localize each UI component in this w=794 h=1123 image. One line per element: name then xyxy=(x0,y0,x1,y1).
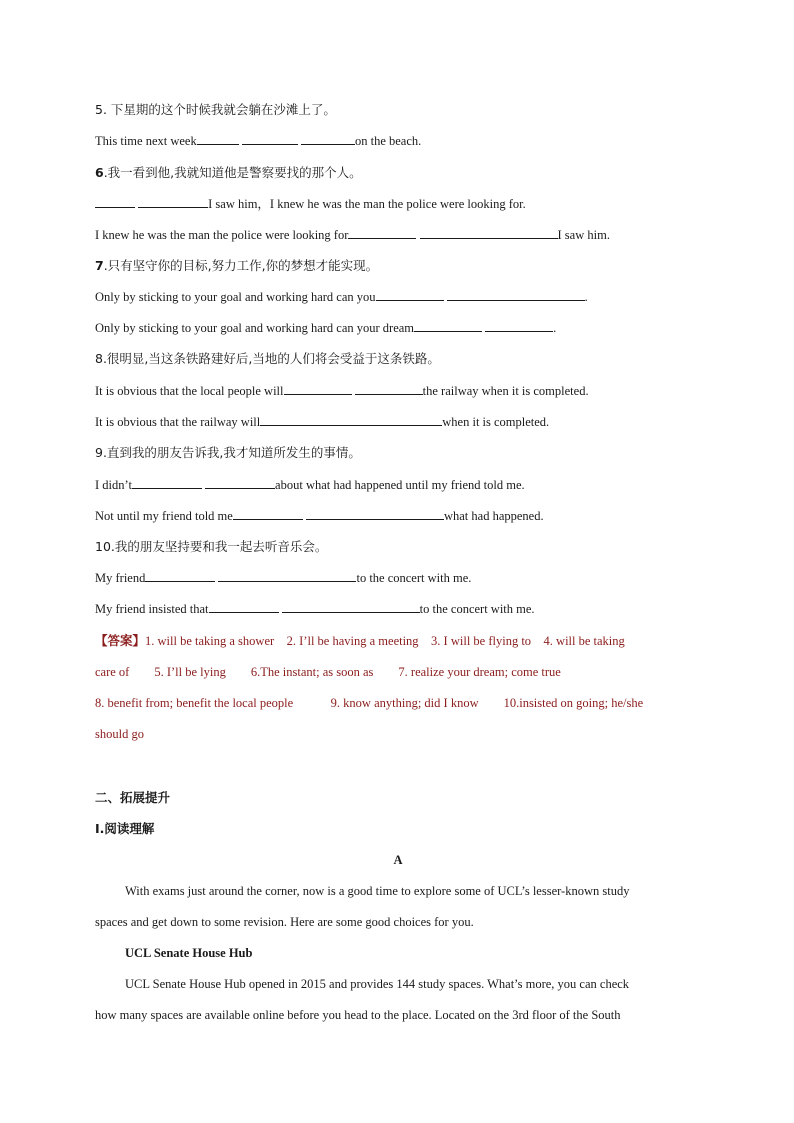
exercise-7-line-1: Only by sticking to your goal and working hard can you . xyxy=(95,290,588,304)
exercise-8-prompt: 8.很明显,当这条铁路建好后,当地的人们将会受益于这条铁路。 xyxy=(95,351,440,366)
answer-blank[interactable] xyxy=(414,319,482,332)
passage-paragraph-2-cont: how many spaces are available online before you head to the place. Located on the 3rd floor of the South xyxy=(95,1008,621,1022)
answer-key-label: 【答案】 xyxy=(95,633,146,648)
answer-blank[interactable] xyxy=(282,600,420,613)
exercise-7-line-2: Only by sticking to your goal and working hard can your dream . xyxy=(95,321,557,335)
exercise-6-line-2: I knew he was the man the police were looking for I saw him. xyxy=(95,228,610,242)
exercise-10-line-2: My friend insisted that to the concert with me. xyxy=(95,602,535,616)
answer-blank[interactable] xyxy=(355,382,423,395)
section-subtitle: I.阅读理解 xyxy=(95,821,155,836)
answer-blank[interactable] xyxy=(145,569,215,582)
exercise-10-prompt: 10.我的朋友坚持要和我一起去听音乐会。 xyxy=(95,539,328,554)
section-title: 二、拓展提升 xyxy=(95,790,171,805)
answer-blank[interactable] xyxy=(284,382,352,395)
answer-blank[interactable] xyxy=(301,132,355,145)
passage-paragraph-1-cont: spaces and get down to some revision. Here are some good choices for you. xyxy=(95,915,474,929)
answer-blank[interactable] xyxy=(95,195,135,208)
passage-paragraph-2: UCL Senate House Hub opened in 2015 and provides 144 study spaces. What’s more, you can check xyxy=(125,977,630,991)
answer-blank[interactable] xyxy=(233,507,303,520)
answer-blank[interactable] xyxy=(197,132,239,145)
answer-blank[interactable] xyxy=(420,226,558,239)
passage-heading-senate-house: UCL Senate House Hub xyxy=(125,946,253,960)
answer-blank[interactable] xyxy=(205,476,275,489)
exercise-5-line-1: This time next week on the beach. xyxy=(95,134,422,148)
passage-letter: A xyxy=(393,853,403,867)
answer-blank[interactable] xyxy=(242,132,298,145)
answer-key-line-1: 【答案】1. will be taking a shower 2. I’ll be having a meeting 3. I will be flying to 4. will be taking xyxy=(95,633,625,648)
answer-blank[interactable] xyxy=(209,600,279,613)
exercise-6-line-1: I saw him，I knew he was the man the police were looking for. xyxy=(95,195,701,213)
answer-blank[interactable] xyxy=(348,226,416,239)
answer-blank[interactable] xyxy=(138,195,208,208)
exercise-8-line-2: It is obvious that the railway will when it is completed. xyxy=(95,415,550,429)
answer-blank[interactable] xyxy=(218,569,356,582)
answer-blank[interactable] xyxy=(306,507,444,520)
exercise-6-prompt: 6.我一看到他,我就知道他是警察要找的那个人。 xyxy=(95,165,362,180)
exercise-8-line-1: It is obvious that the local people will the railway when it is completed. xyxy=(95,384,589,398)
answer-key-line-4: should go xyxy=(95,727,144,741)
passage-paragraph-1: With exams just around the corner, now is a good time to explore some of UCL’s lesser-known study xyxy=(125,884,630,898)
answer-blank[interactable] xyxy=(485,319,553,332)
answer-key-line-2: care of 5. I’ll be lying 6.The instant; as soon as 7. realize your dream; come true xyxy=(95,665,561,679)
exercise-9-line-1: I didn’t about what had happened until my friend told me. xyxy=(95,478,525,492)
exercise-5-prompt: 5. 下星期的这个时候我就会躺在沙滩上了。 xyxy=(95,102,336,117)
answer-blank[interactable] xyxy=(260,413,442,426)
answer-blank[interactable] xyxy=(132,476,202,489)
answer-blank[interactable] xyxy=(376,288,444,301)
answer-blank[interactable] xyxy=(447,288,585,301)
exercise-7-prompt: 7.只有坚守你的目标,努力工作,你的梦想才能实现。 xyxy=(95,258,379,273)
exercise-10-line-1: My friend to the concert with me. xyxy=(95,571,472,585)
exercise-9-line-2: Not until my friend told me what had happened. xyxy=(95,509,544,523)
exercise-9-prompt: 9.直到我的朋友告诉我,我才知道所发生的事情。 xyxy=(95,445,361,460)
answer-key-line-3: 8. benefit from; benefit the local people 9. know anything; did I know 10.insisted on going; he/she xyxy=(95,696,644,710)
